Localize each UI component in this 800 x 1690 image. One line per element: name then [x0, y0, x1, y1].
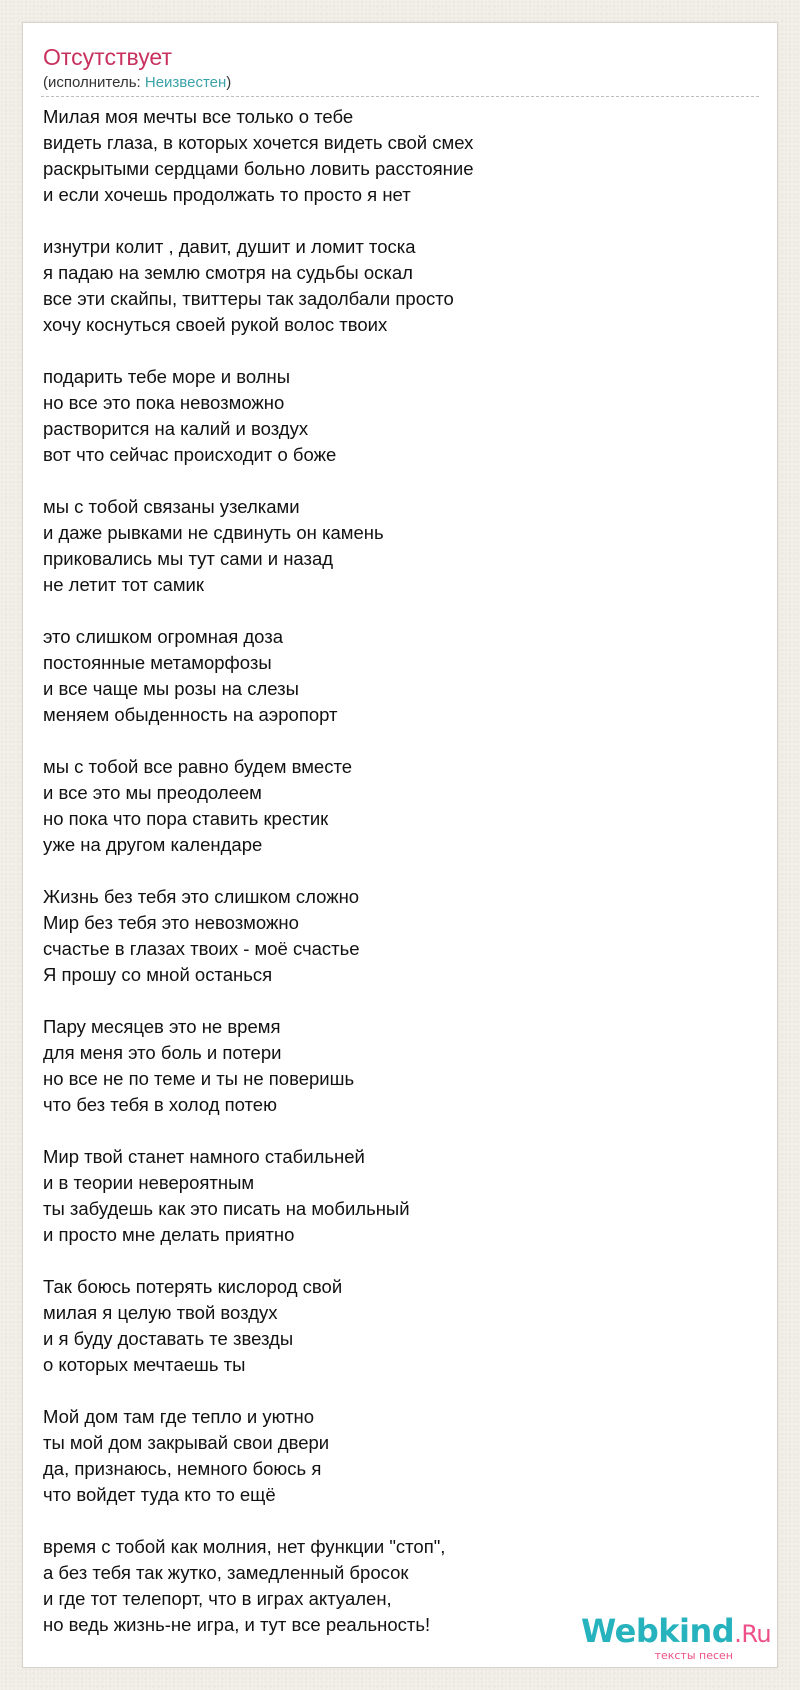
lyric-line: о которых мечтаешь ты	[43, 1354, 246, 1375]
lyric-line: все эти скайпы, твиттеры так задолбали просто	[43, 288, 454, 309]
lyric-line: для меня это боль и потери	[43, 1042, 282, 1063]
lyric-line: и я буду доставать те звезды	[43, 1328, 294, 1349]
lyric-line: да, признаюсь, немного боюсь я	[43, 1458, 322, 1479]
lyric-line: Пару месяцев это не время	[43, 1016, 281, 1037]
logo-brand: Webkind	[581, 1612, 735, 1650]
lyric-line: и даже рывками не сдвинуть он камень	[43, 522, 384, 543]
lyric-line: уже на другом календаре	[43, 834, 263, 855]
lyric-line: раскрытыми сердцами больно ловить расстояние	[43, 158, 474, 179]
lyric-line: приковались мы тут сами и назад	[43, 548, 334, 569]
lyric-line: но все это пока невозможно	[43, 392, 285, 413]
lyric-line: растворится на калий и воздух	[43, 418, 309, 439]
artist-suffix: )	[226, 74, 232, 91]
lyric-line: мы с тобой все равно будем вместе	[43, 756, 353, 777]
lyric-line: хочу коснуться своей рукой волос твоих	[43, 314, 388, 335]
lyric-line: ты забудешь как это писать на мобильный	[43, 1198, 410, 1219]
logo-tld: .Ru	[734, 1620, 772, 1648]
webkind-logo[interactable]	[581, 1613, 771, 1661]
lyric-line: Мир твой станет намного стабильней	[43, 1146, 365, 1167]
logo-tagline: тексты песен	[654, 1649, 733, 1662]
lyric-line: а без тебя так жутко, замедленный бросок	[43, 1562, 409, 1583]
lyric-line: Я прошу со мной останься	[43, 964, 273, 985]
stanza	[43, 624, 763, 728]
stanza	[43, 1404, 763, 1508]
lyric-line: но пока что пора ставить крестик	[43, 808, 329, 829]
lyrics-card	[22, 22, 778, 1668]
lyric-line: и где тот телепорт, что в играх актуален,	[43, 1588, 392, 1609]
artist-prefix: (исполнитель:	[43, 74, 145, 91]
lyric-line: постоянные метаморфозы	[43, 652, 272, 673]
lyric-line: видеть глаза, в которых хочется видеть свой смех	[43, 132, 474, 153]
lyric-line: и все это мы преодолеем	[43, 782, 262, 803]
lyrics-body	[43, 104, 763, 1638]
lyric-line: и просто мне делать приятно	[43, 1224, 295, 1245]
lyric-line: но все не по теме и ты не поверишь	[43, 1068, 355, 1089]
artist-link[interactable]: Неизвестен	[144, 74, 227, 91]
lyric-line: это слишком огромная доза	[43, 626, 284, 647]
header-divider	[41, 96, 759, 97]
lyric-line: вот что сейчас происходит о боже	[43, 444, 337, 465]
lyric-line: ты мой дом закрывай свои двери	[43, 1432, 330, 1453]
stanza	[43, 234, 763, 338]
lyric-line: Жизнь без тебя это слишком сложно	[43, 886, 360, 907]
stanza	[43, 104, 763, 208]
lyric-line: Мир без тебя это невозможно	[43, 912, 299, 933]
logo-wordmark	[581, 1613, 771, 1652]
stanza	[43, 494, 763, 598]
lyric-line: меняем обыденность на аэропорт	[43, 704, 338, 725]
lyric-line: не летит тот самик	[43, 574, 204, 595]
lyric-line: что войдет туда кто то ещё	[43, 1484, 276, 1505]
stanza	[43, 1014, 763, 1118]
stanza	[43, 1144, 763, 1248]
lyric-line: но ведь жизнь-не игра, и тут все реальность!	[43, 1614, 431, 1635]
lyric-line: подарить тебе море и волны	[43, 366, 291, 387]
lyric-line: и в теории невероятным	[43, 1172, 255, 1193]
lyric-line: Мой дом там где тепло и уютно	[43, 1406, 315, 1427]
lyric-line: время с тобой как молния, нет функции "стоп",	[43, 1536, 446, 1557]
stanza	[43, 754, 763, 858]
stanza	[43, 1274, 763, 1378]
lyric-line: Так боюсь потерять кислород свой	[43, 1276, 343, 1297]
lyric-line: я падаю на землю смотря на судьбы оскал	[43, 262, 413, 283]
lyric-line: счастье в глазах твоих - моё счастье	[43, 938, 360, 959]
lyric-line: и все чаще мы розы на слезы	[43, 678, 299, 699]
lyric-line: Милая моя мечты все только о тебе	[43, 106, 354, 127]
stanza	[43, 364, 763, 468]
artist-line	[43, 73, 231, 93]
lyric-line: изнутри колит , давит, душит и ломит тоска	[43, 236, 416, 257]
lyric-line: милая я целую твой воздух	[43, 1302, 278, 1323]
stanza	[43, 884, 763, 988]
lyric-line: и если хочешь продолжать то просто я нет	[43, 184, 411, 205]
song-title: Отсутствует	[43, 44, 172, 70]
lyric-line: мы с тобой связаны узелками	[43, 496, 300, 517]
lyric-line: что без тебя в холод потею	[43, 1094, 277, 1115]
